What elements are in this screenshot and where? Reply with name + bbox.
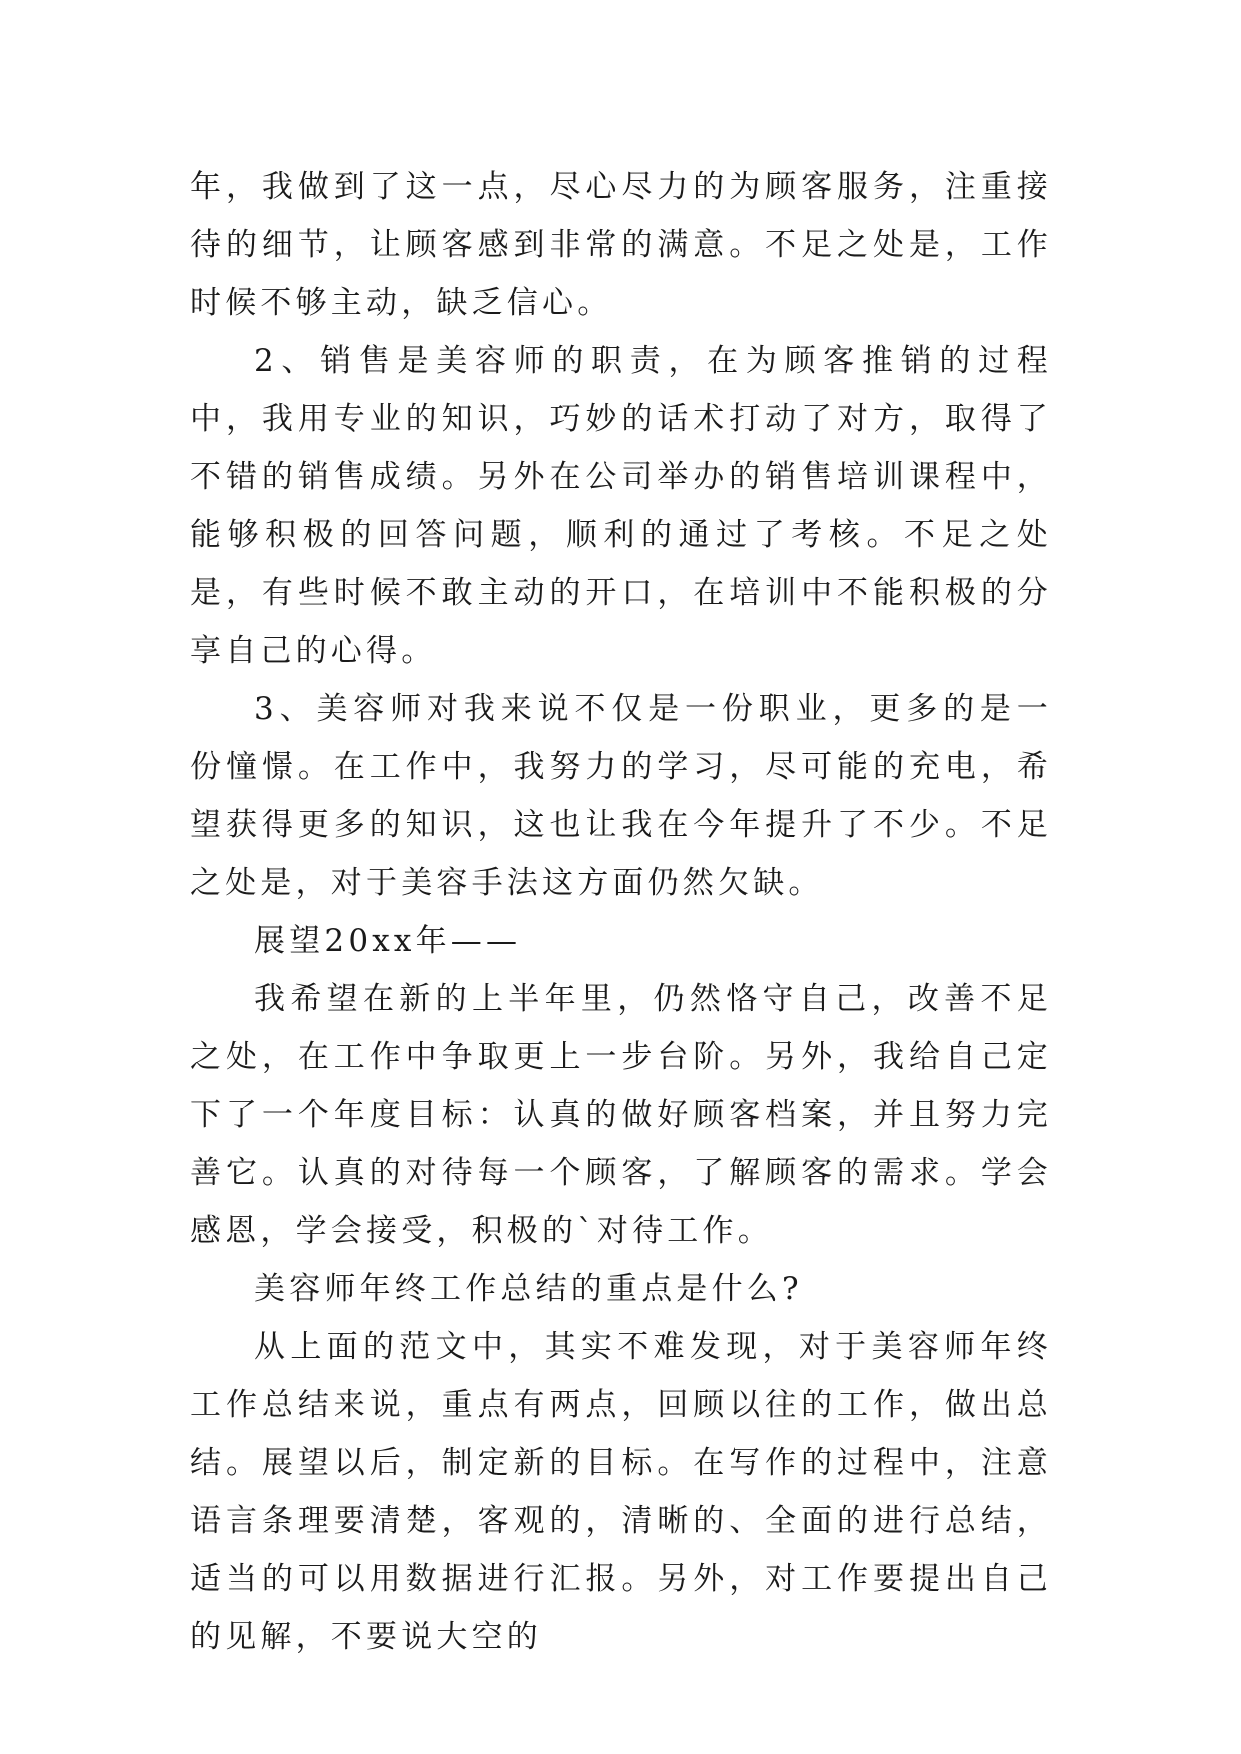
document-body — [190, 158, 1052, 1666]
paragraph-7: 从上面的范文中，其实不难发现，对于美容师年终工作总结来说，重点有两点，回顾以往的工作，做出总结。展望以后，制定新的目标。在写作的过程中，注意语言条理要清楚，客观的，清晰的、全面的进行总结，适当的可以用数据进行汇报。另外，对工作要提出自己的见解，不要说大空的 — [190, 1329, 1052, 1655]
paragraph-6-question: 美容师年终工作总结的重点是什么? — [254, 1271, 803, 1307]
paragraph-3: 3、美容师对我来说不仅是一份职业，更多的是一份憧憬。在工作中，我努力的学习，尽可能的充电，希望获得更多的知识，这也让我在今年提升了不少。不足之处是，对于美容手法这方面仍然欠缺。 — [190, 691, 1052, 901]
paragraph-2: 2、销售是美容师的职责，在为顾客推销的过程中，我用专业的知识，巧妙的话术打动了对方，取得了不错的销售成绩。另外在公司举办的销售培训课程中，能够积极的回答问题，顺利的通过了考核。不足之处是，有些时候不敢主动的开口，在培训中不能积极的分享自己的心得。 — [190, 343, 1052, 669]
paragraph-1: 年，我做到了这一点，尽心尽力的为顾客服务，注重接待的细节，让顾客感到非常的满意。不足之处是，工作时候不够主动，缺乏信心。 — [190, 169, 1052, 321]
paragraph-5: 我希望在新的上半年里，仍然恪守自己，改善不足之处，在工作中争取更上一步台阶。另外，我给自己定下了一个年度目标：认真的做好顾客档案，并且努力完善它。认真的对待每一个顾客，了解顾客的需求。学会感恩，学会接受，积极的`对待工作。 — [190, 981, 1052, 1249]
paragraph-4-heading: 展望20xx年—— — [254, 923, 522, 959]
